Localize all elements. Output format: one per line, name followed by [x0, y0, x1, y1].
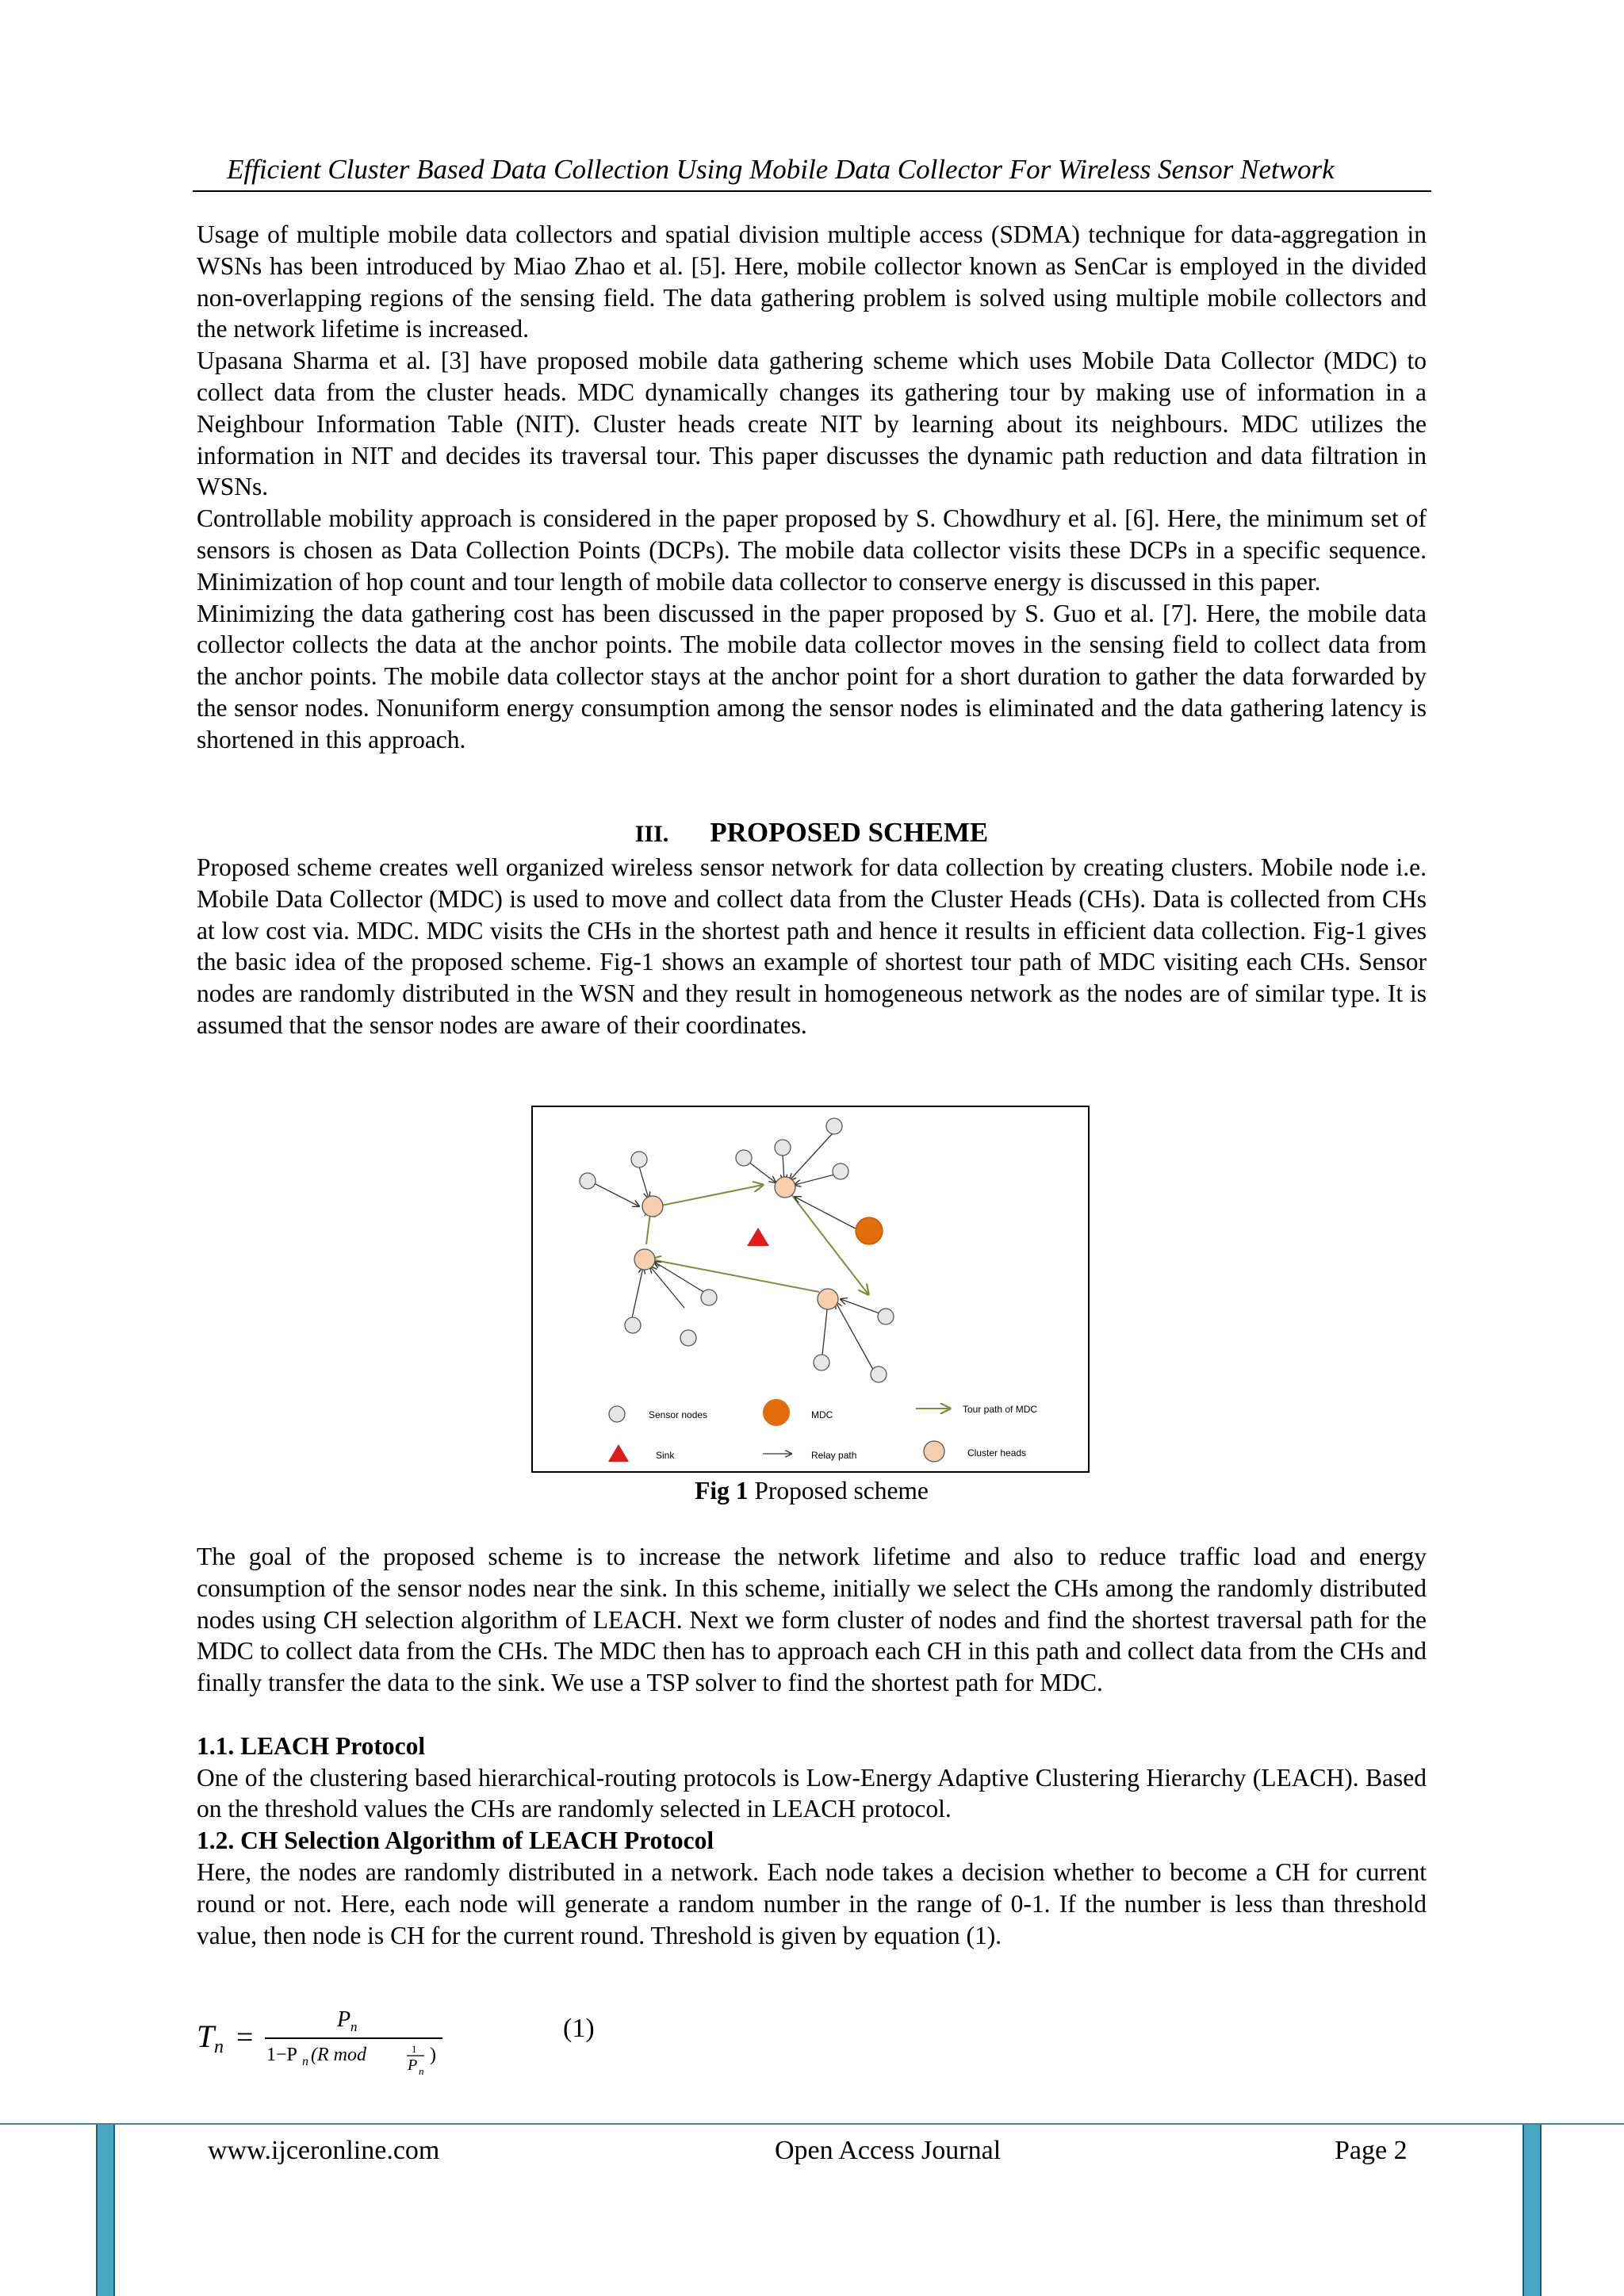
eq-number: (1)	[563, 2014, 595, 2043]
figure-caption	[197, 1477, 1427, 1505]
footer-rule	[0, 2123, 1624, 2125]
after-figure-text-block	[197, 1541, 1427, 1951]
legend-cluster-head-icon	[924, 1441, 944, 1462]
tour-edge-ch2-ch4	[786, 1187, 868, 1294]
paragraph-goal: The goal of the proposed scheme is to increase the network lifetime and also to reduce traffic load and energy consumption of the sensor nodes near the sink. In this scheme, initially we select the CHs among the randomly distributed nodes using CH selection algorithm of LEACH. Next we form cluster of nodes and find the shortest traversal path for the MDC to collect data from the CHs. The MDC then has to approach each CH in this path and collect data from the CHs and finally transfer the data to the sink. We use a TSP solver to find the shortest path for MDC.	[197, 1543, 1427, 1697]
figure-caption-text: Proposed scheme	[754, 1477, 929, 1504]
eq-lhs: T	[197, 2018, 215, 2054]
paragraph-zhao: Usage of multiple mobile data collectors and spatial division multiple access (SDMA) technique for data-aggregation in WSNs has been introduced by Miao Zhao et al. [5]. Here, mobile collector known as SenCar is employed in the divided non-overlapping regions of the sensing field. The data gathering problem is solved using multiple mobile collectors and the network lifetime is increased.	[197, 220, 1427, 343]
equation-graphic	[197, 2007, 672, 2078]
sensor-node	[701, 1290, 717, 1305]
sensor-node	[878, 1309, 894, 1324]
legend-mdc-icon	[763, 1399, 790, 1426]
sensor-node	[814, 1355, 829, 1370]
sensor-node	[833, 1163, 848, 1179]
sensor-node	[625, 1317, 641, 1333]
section-text-block	[197, 852, 1427, 1041]
cluster-head	[642, 1196, 663, 1217]
footer-page-number: Page 2	[1335, 2136, 1408, 2165]
eq-lhs-sub: n	[214, 2037, 224, 2057]
eq-numerator-sub: n	[350, 2019, 358, 2034]
subsection-ch-selection-heading: 1.2. CH Selection Algorithm of LEACH Protocol	[197, 1826, 714, 1855]
eq-inner-num: 1	[412, 2043, 417, 2055]
footer-bar-left	[96, 2125, 115, 2296]
intro-text-block	[197, 219, 1427, 756]
running-header-title: Efficient Cluster Based Data Collection Using Mobile Data Collector For Wireless Sensor Network	[227, 154, 1335, 185]
footer-website-link[interactable]: www.ijceronline.com	[208, 2136, 440, 2165]
figure-proposed-scheme	[531, 1106, 1090, 1473]
header-rule	[193, 190, 1431, 192]
legend-sensor-label: Sensor nodes	[649, 1409, 708, 1420]
network-diagram	[533, 1107, 1088, 1471]
sensor-node	[775, 1140, 791, 1156]
footer-bar-right	[1522, 2125, 1542, 2296]
eq-denominator-prefix: 1−P	[266, 2045, 297, 2065]
subsection-ch-selection-text: Here, the nodes are randomly distributed in a network. Each node takes a decision whether to become a CH for current round or not. Here, each node will generate a random number in the range of 0-1. If the number is less than threshold value, then node is CH for the current round. Threshold is given by equation (1).	[197, 1857, 1427, 1949]
eq-numerator: P	[337, 2007, 351, 2032]
subsection-leach-heading: 1.1. LEACH Protocol	[197, 1731, 426, 1760]
legend-sensor-icon	[609, 1406, 625, 1422]
legend-cluster-head-label: Cluster heads	[967, 1447, 1027, 1458]
footer-journal-label: Open Access Journal	[775, 2136, 1002, 2165]
sensor-nodes	[580, 1118, 894, 1382]
legend-tour-label: Tour path of MDC	[963, 1404, 1038, 1415]
sensor-node	[680, 1330, 696, 1346]
eq-inner-den: P	[408, 2056, 418, 2074]
paragraph-proposed-scheme: Proposed scheme creates well organized wireless sensor network for data collection by creating clusters. Mobile node i.e. Mobile Data Collector (MDC) is used to move and collect data from the Cluster Heads (CHs). Data is collected from CHs at low cost via. MDC. MDC visits the CHs in the shortest path and hence it results in efficient data collection. Fig-1 gives the basic idea of the proposed scheme. Fig-1 shows an example of shortest tour path of MDC visiting each CHs. Sensor nodes are randomly distributed in the WSN and they result in homogeneous network as the nodes are of similar type. It is assumed that the sensor nodes are aware of their coordinates.	[197, 853, 1427, 1039]
eq-inner-den-sub: n	[419, 2065, 424, 2077]
sensor-node	[631, 1152, 647, 1167]
section-heading	[197, 817, 1427, 849]
sensor-node	[871, 1366, 887, 1382]
legend-relay-label: Relay path	[811, 1450, 857, 1461]
legend-mdc-label: MDC	[811, 1409, 833, 1420]
cluster-head	[634, 1249, 655, 1270]
tour-edge-ch1-ch2	[653, 1185, 763, 1207]
sensor-node	[736, 1150, 752, 1166]
paragraph-guo: Minimizing the data gathering cost has been discussed in the paper proposed by S. Guo et al. [7]. Here, the mobile data collector collects the data at the anchor points. The mobile data collector moves in the sensing field to collect data from the anchor points. The mobile data collector stays at the anchor point for a short duration to gather the data forwarded by the sensor nodes. Nonuniform energy consumption among the sensor nodes is eliminated and the data gathering latency is shortened in this approach.	[197, 599, 1427, 753]
paragraph-chowdhury: Controllable mobility approach is considered in the paper proposed by S. Chowdhury et al. [6]. Here, the minimum set of sensors is chosen as Data Collection Points (DCPs). The mobile data collector visits these DCPs in a specific sequence. Minimization of hop count and tour length of mobile data collector to conserve energy is discussed in this paper.	[197, 504, 1427, 596]
sensor-node	[826, 1118, 842, 1134]
section-title: PROPOSED SCHEME	[710, 817, 989, 848]
eq-close-paren: )	[430, 2045, 436, 2065]
sink-node	[747, 1228, 769, 1246]
subsection-leach-text: One of the clustering based hierarchical-routing protocols is Low-Energy Adaptive Clustering Hierarchy (LEACH). Based on the threshold values the CHs are randomly selected in LEACH protocol.	[197, 1763, 1427, 1823]
paragraph-sharma: Upasana Sharma et al. [3] have proposed mobile data gathering scheme which uses Mobile Data Collector (MDC) to collect data from the cluster heads. MDC dynamically changes its gathering tour by making use of information in a Neighbour Information Table (NIT). Cluster heads create NIT by learning about its neighbours. MDC utilizes the information in NIT and decides its traversal tour. This paper discusses the dynamic path reduction and data filtration in WSNs.	[197, 347, 1427, 501]
eq-denominator-paren: (R mod	[311, 2045, 366, 2065]
cluster-head	[775, 1177, 795, 1198]
cluster-head	[818, 1289, 838, 1309]
legend-sink-label: Sink	[656, 1450, 675, 1461]
equation-threshold	[197, 2007, 672, 2078]
figure-label: Fig 1	[695, 1477, 749, 1504]
legend-sink-icon	[608, 1444, 629, 1462]
svg-text:=: =	[236, 2021, 254, 2054]
section-number: III.	[634, 821, 669, 847]
legend	[608, 1399, 1037, 1462]
eq-denominator-sub: n	[302, 2055, 308, 2068]
mdc-node	[856, 1217, 883, 1244]
sensor-node	[580, 1173, 596, 1189]
